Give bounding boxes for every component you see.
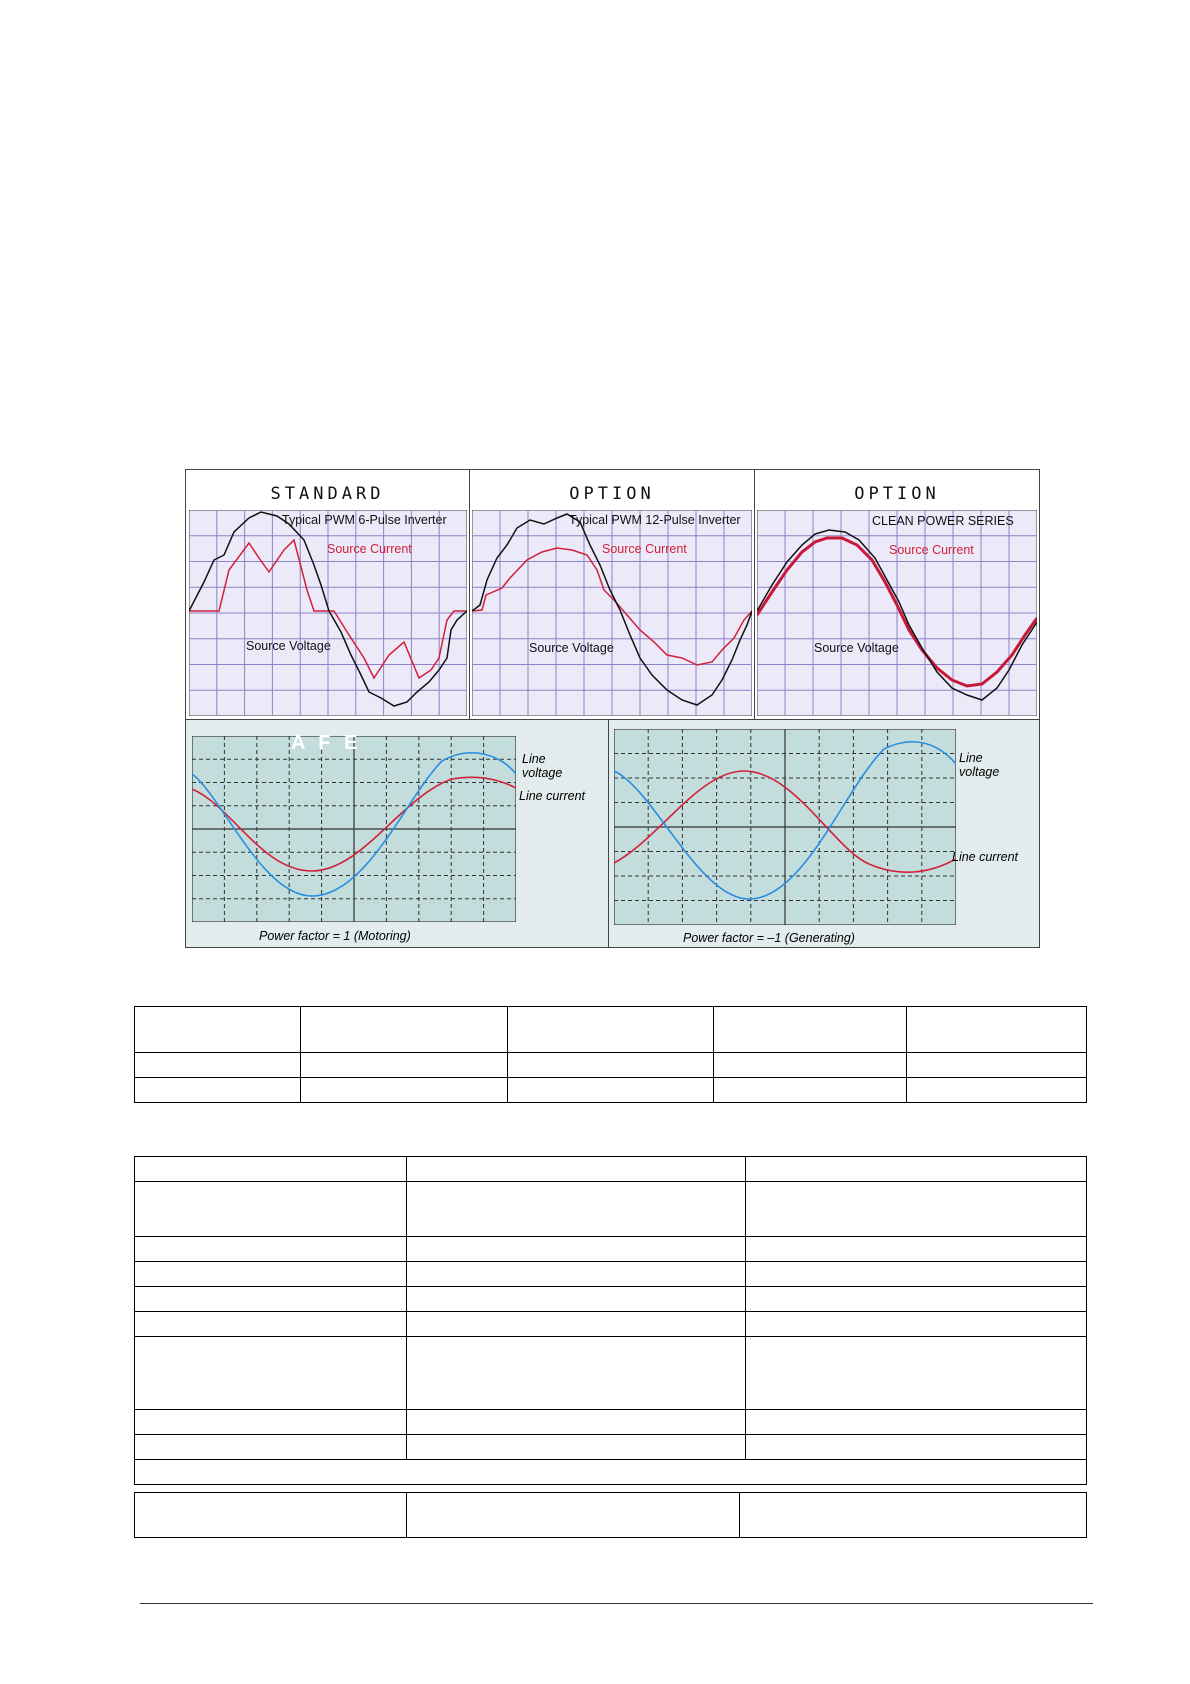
afe-chart-motoring xyxy=(192,736,516,922)
source-voltage-label: Source Voltage xyxy=(246,639,331,653)
table-row xyxy=(135,1493,1087,1538)
table-specifications-2-footer xyxy=(134,1492,1087,1538)
power-factor-caption: Power factor = 1 (Motoring) xyxy=(259,929,411,943)
panel-heading: OPTION xyxy=(569,484,655,504)
waveform-figure xyxy=(185,469,1040,948)
table-row xyxy=(135,1078,1087,1103)
line-voltage-label-2: voltage xyxy=(522,766,563,780)
line-current-label: Line current xyxy=(952,850,1019,864)
afe-chart-generating xyxy=(614,729,956,925)
table-row xyxy=(135,1312,1087,1337)
source-current-label: Source Current xyxy=(889,543,974,557)
table-row xyxy=(135,1410,1087,1435)
table-row xyxy=(135,1435,1087,1460)
table-row xyxy=(135,1237,1087,1262)
panel-afe-motoring xyxy=(186,719,609,947)
panel-standard xyxy=(186,470,470,719)
afe-logo: A F E xyxy=(291,732,362,754)
table-row xyxy=(135,1157,1087,1182)
source-voltage-label: Source Voltage xyxy=(814,641,899,655)
line-voltage-label-1: Line xyxy=(959,751,983,765)
table-row xyxy=(135,1182,1087,1237)
source-voltage-label: Source Voltage xyxy=(529,641,614,655)
chart-title: Typical PWM 12-Pulse Inverter xyxy=(569,513,741,527)
waveform-chart-clean-power xyxy=(757,510,1037,716)
panel-heading: OPTION xyxy=(854,484,940,504)
table-row xyxy=(135,1337,1087,1410)
panel-heading: STANDARD xyxy=(270,484,385,504)
chart-title: CLEAN POWER SERIES xyxy=(872,514,1014,528)
panel-option-12-pulse xyxy=(470,470,755,719)
table-specifications-1 xyxy=(134,1006,1087,1103)
waveform-chart-6-pulse xyxy=(189,510,467,716)
chart-title: Typical PWM 6-Pulse Inverter xyxy=(282,513,447,527)
table-row xyxy=(135,1287,1087,1312)
line-voltage-label-2: voltage xyxy=(959,765,1000,779)
table-row xyxy=(135,1053,1087,1078)
power-factor-caption: Power factor = –1 (Generating) xyxy=(683,931,855,945)
source-current-label: Source Current xyxy=(327,542,412,556)
footer-rule xyxy=(140,1603,1093,1604)
table-specifications-2 xyxy=(134,1156,1087,1485)
waveform-chart-12-pulse xyxy=(472,510,752,716)
line-voltage-label-1: Line xyxy=(522,752,546,766)
table-row xyxy=(135,1262,1087,1287)
panel-afe-generating xyxy=(609,719,1039,947)
source-current-label: Source Current xyxy=(602,542,687,556)
table-row xyxy=(135,1460,1087,1485)
panel-option-clean-power xyxy=(755,470,1039,719)
line-current-label: Line current xyxy=(519,789,586,803)
table-row xyxy=(135,1007,1087,1053)
